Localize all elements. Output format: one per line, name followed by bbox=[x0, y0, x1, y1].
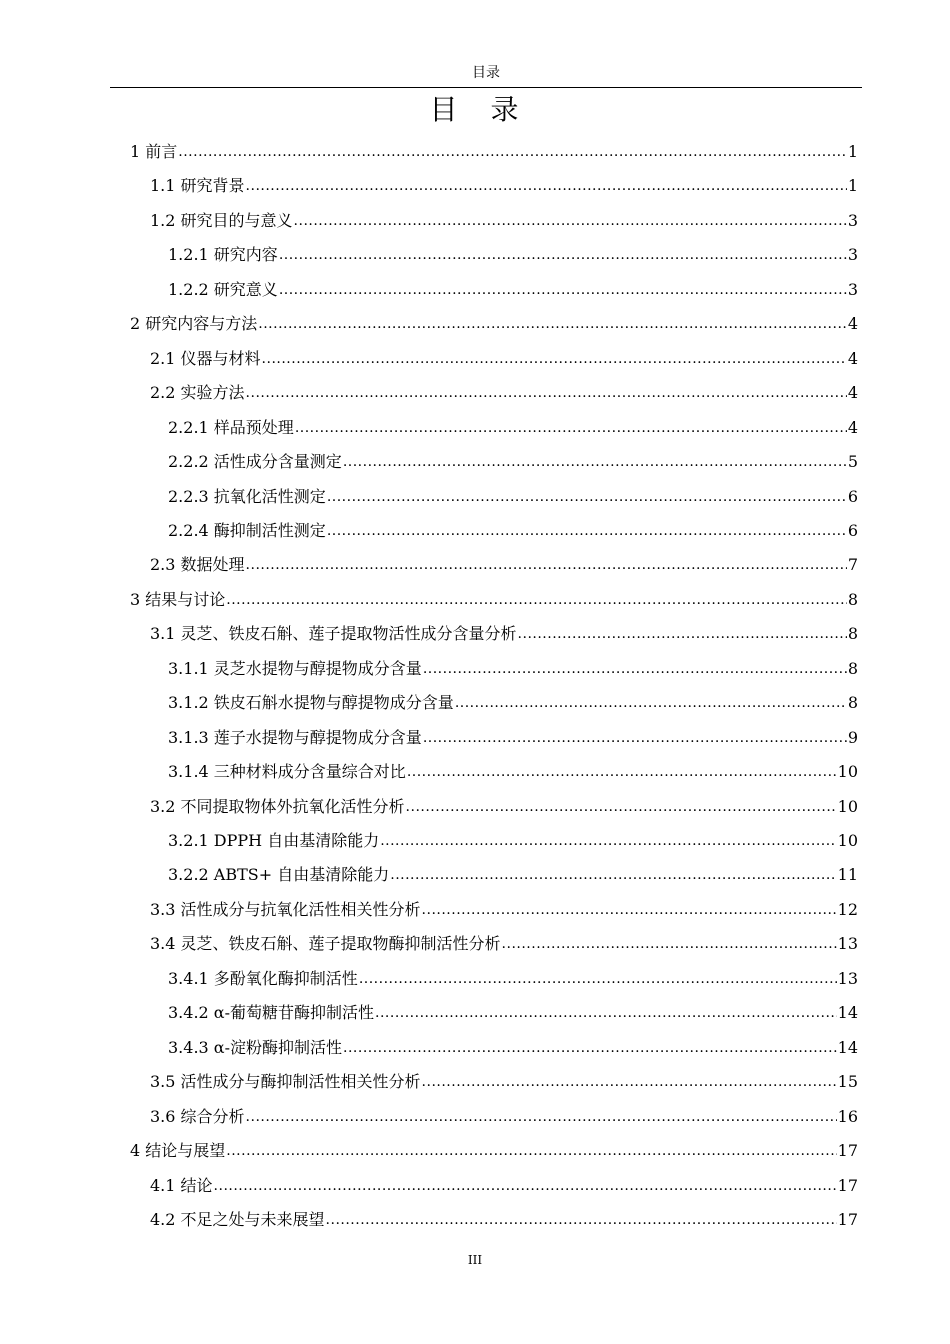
toc-entry[interactable] bbox=[168, 691, 858, 715]
toc-dot-leader bbox=[423, 725, 847, 749]
toc-entry-page: 3 bbox=[847, 279, 858, 299]
toc-entry-label: 3.1.1 灵芝水提物与醇提物成分含量 bbox=[168, 658, 422, 678]
toc-dot-leader bbox=[295, 415, 847, 439]
toc-entry[interactable] bbox=[150, 1070, 858, 1094]
toc-entry[interactable] bbox=[150, 795, 858, 819]
footer-page-number: III bbox=[467, 1253, 483, 1267]
toc-entry-label: 3.4.2 α-葡萄糖苷酶抑制活性 bbox=[168, 1003, 375, 1023]
toc-entry-label: 3.1.3 莲子水提物与醇提物成分含量 bbox=[168, 727, 422, 747]
toc-entry-page: 15 bbox=[837, 1072, 858, 1092]
toc-entry-page: 10 bbox=[837, 831, 858, 850]
toc-entry-page: 6 bbox=[847, 486, 858, 506]
toc-entry-label: 2.2.3 抗氧化活性测定 bbox=[168, 486, 326, 506]
toc-entry-page: 13 bbox=[837, 968, 858, 988]
toc-dot-leader bbox=[390, 862, 836, 886]
toc-entry[interactable] bbox=[130, 588, 858, 612]
toc-dot-leader bbox=[375, 1000, 837, 1024]
toc-entry-label: 4 结论与展望 bbox=[130, 1141, 226, 1161]
toc-entry-label: 1 前言 bbox=[130, 142, 178, 161]
toc-entry-label: 2.2 实验方法 bbox=[150, 383, 245, 403]
toc-entry[interactable] bbox=[150, 898, 858, 922]
toc-entry[interactable] bbox=[130, 1139, 858, 1163]
toc-dot-leader bbox=[359, 966, 837, 990]
toc-entry[interactable] bbox=[150, 381, 858, 405]
toc-dot-leader bbox=[178, 139, 847, 163]
toc-entry[interactable] bbox=[168, 1036, 858, 1060]
toc-entry-page: 4 bbox=[847, 314, 858, 334]
toc-entry[interactable] bbox=[150, 1105, 858, 1129]
toc-entry-page: 4 bbox=[847, 417, 858, 437]
toc-entry-label: 4.2 不足之处与未来展望 bbox=[150, 1209, 325, 1229]
toc-entry-page: 8 bbox=[847, 589, 858, 609]
toc-dot-leader bbox=[380, 828, 836, 852]
toc-dot-leader bbox=[294, 208, 847, 232]
toc-entry[interactable] bbox=[168, 485, 858, 509]
toc-entry-page: 5 bbox=[847, 452, 858, 472]
toc-dot-leader bbox=[327, 484, 847, 508]
toc-dot-leader bbox=[518, 621, 847, 645]
toc-entry-label: 3.4.3 α-淀粉酶抑制活性 bbox=[168, 1037, 343, 1057]
toc-dot-leader bbox=[327, 518, 847, 542]
toc-entry[interactable] bbox=[168, 450, 858, 474]
toc-entry-page: 10 bbox=[837, 796, 858, 816]
toc-entry-label: 3.1.2 铁皮石斛水提物与醇提物成分含量 bbox=[168, 693, 454, 713]
toc-entry-page: 14 bbox=[837, 1003, 858, 1023]
toc-entry-page: 4 bbox=[847, 348, 858, 368]
toc-dot-leader bbox=[343, 449, 847, 473]
toc-entry[interactable] bbox=[168, 657, 858, 681]
toc-entry[interactable] bbox=[150, 347, 858, 371]
toc-entry-label: 3.2 不同提取物体外抗氧化活性分析 bbox=[150, 796, 405, 816]
toc-entry[interactable] bbox=[168, 243, 858, 267]
toc-entry-page: 3 bbox=[847, 245, 858, 265]
toc-entry-page: 1 bbox=[847, 142, 858, 161]
toc-entry-page: 1 bbox=[847, 176, 858, 196]
toc-dot-leader bbox=[423, 656, 847, 680]
toc-entry-label: 1.2 研究目的与意义 bbox=[150, 210, 293, 230]
toc-entry-label: 2 研究内容与方法 bbox=[130, 314, 258, 334]
toc-entry-label: 2.2.4 酶抑制活性测定 bbox=[168, 520, 326, 540]
toc-dot-leader bbox=[226, 587, 847, 611]
toc-entry-label: 3.4.1 多酚氧化酶抑制活性 bbox=[168, 968, 358, 988]
toc-entry-label: 3.1 灵芝、铁皮石斛、莲子提取物活性成分含量分析 bbox=[150, 624, 517, 644]
toc-entry[interactable] bbox=[168, 760, 858, 784]
toc-entry-page: 17 bbox=[837, 1141, 858, 1161]
toc-entry[interactable] bbox=[168, 1001, 858, 1025]
toc-entry-label: 3.3 活性成分与抗氧化活性相关性分析 bbox=[150, 899, 421, 919]
toc-entry[interactable] bbox=[168, 967, 858, 991]
toc-entry[interactable] bbox=[168, 863, 858, 887]
toc-dot-leader bbox=[246, 1104, 837, 1128]
toc-dot-leader bbox=[226, 1138, 836, 1162]
toc-entry-label: 2.2.1 样品预处理 bbox=[168, 417, 294, 437]
header-rule bbox=[110, 87, 862, 88]
toc-dot-leader bbox=[258, 311, 847, 335]
toc-dot-leader bbox=[407, 759, 837, 783]
toc-entry[interactable] bbox=[150, 622, 858, 646]
toc-entry-label: 2.2.2 活性成分含量测定 bbox=[168, 452, 342, 472]
toc-entry-page: 16 bbox=[837, 1106, 858, 1126]
toc-entry[interactable] bbox=[168, 416, 858, 440]
toc-entry-page: 13 bbox=[837, 934, 858, 954]
toc-entry-label: 3.1.4 三种材料成分含量综合对比 bbox=[168, 762, 406, 782]
toc-entry-label: 1.2.1 研究内容 bbox=[168, 245, 278, 265]
toc-entry[interactable] bbox=[150, 932, 858, 956]
toc-entry-page: 9 bbox=[847, 727, 858, 747]
toc-entry-label: 2.1 仪器与材料 bbox=[150, 348, 261, 368]
toc-dot-leader bbox=[422, 1069, 837, 1093]
toc-dot-leader bbox=[246, 552, 847, 576]
toc-entry-label: 3.2.1 DPPH 自由基清除能力 bbox=[168, 831, 380, 850]
toc-entry-page: 14 bbox=[837, 1037, 858, 1057]
toc-title: 目 录 bbox=[429, 93, 531, 126]
toc-dot-leader bbox=[455, 690, 847, 714]
toc-entry-page: 4 bbox=[847, 383, 858, 403]
toc-entry-page: 8 bbox=[847, 658, 858, 678]
toc-entry[interactable] bbox=[168, 278, 858, 302]
toc-entry[interactable] bbox=[150, 174, 858, 198]
toc-entry-label: 3.6 综合分析 bbox=[150, 1106, 245, 1126]
toc-entry-page: 7 bbox=[847, 555, 858, 575]
running-header: 目录 bbox=[472, 65, 500, 81]
toc-entry-label: 2.3 数据处理 bbox=[150, 555, 245, 575]
toc-dot-leader bbox=[246, 380, 847, 404]
toc-entry[interactable] bbox=[168, 519, 858, 543]
toc-entry[interactable] bbox=[150, 553, 858, 577]
toc-entry[interactable] bbox=[150, 209, 858, 233]
toc-entry[interactable] bbox=[130, 312, 858, 336]
toc-entry-page: 12 bbox=[837, 899, 858, 919]
toc-entry[interactable] bbox=[168, 829, 858, 853]
toc-entry-label: 1.1 研究背景 bbox=[150, 176, 245, 196]
toc-dot-leader bbox=[246, 173, 847, 197]
toc-entry-label: 3.5 活性成分与酶抑制活性相关性分析 bbox=[150, 1072, 421, 1092]
toc-dot-leader bbox=[262, 346, 847, 370]
toc-entry-label: 3.2.2 ABTS+ 自由基清除能力 bbox=[168, 865, 390, 885]
toc-entry[interactable] bbox=[168, 726, 858, 750]
toc-dot-leader bbox=[279, 277, 847, 301]
toc-entry-page: 17 bbox=[837, 1209, 858, 1229]
toc-dot-leader bbox=[406, 794, 837, 818]
toc-entry-label: 1.2.2 研究意义 bbox=[168, 279, 278, 299]
toc-dot-leader bbox=[279, 242, 847, 266]
toc-dot-leader bbox=[214, 1173, 837, 1197]
toc-dot-leader bbox=[422, 897, 837, 921]
toc-entry-page: 8 bbox=[847, 624, 858, 644]
toc-dot-leader bbox=[502, 931, 837, 955]
toc-entry[interactable] bbox=[150, 1208, 858, 1232]
toc-entry-label: 3 结果与讨论 bbox=[130, 589, 226, 609]
toc-entry-page: 8 bbox=[847, 693, 858, 713]
toc-entry-page: 3 bbox=[847, 210, 858, 230]
toc-entry-page: 17 bbox=[837, 1175, 858, 1195]
toc-entry-page: 10 bbox=[837, 762, 858, 782]
toc-entry-page: 11 bbox=[837, 865, 858, 885]
toc-entry-label: 3.4 灵芝、铁皮石斛、莲子提取物酶抑制活性分析 bbox=[150, 934, 501, 954]
toc-entry[interactable] bbox=[130, 140, 858, 164]
toc-dot-leader bbox=[326, 1207, 837, 1231]
toc-entry-label: 4.1 结论 bbox=[150, 1175, 213, 1195]
toc-dot-leader bbox=[343, 1035, 837, 1059]
toc-entry-page: 6 bbox=[847, 520, 858, 540]
toc-entry[interactable] bbox=[150, 1174, 858, 1198]
